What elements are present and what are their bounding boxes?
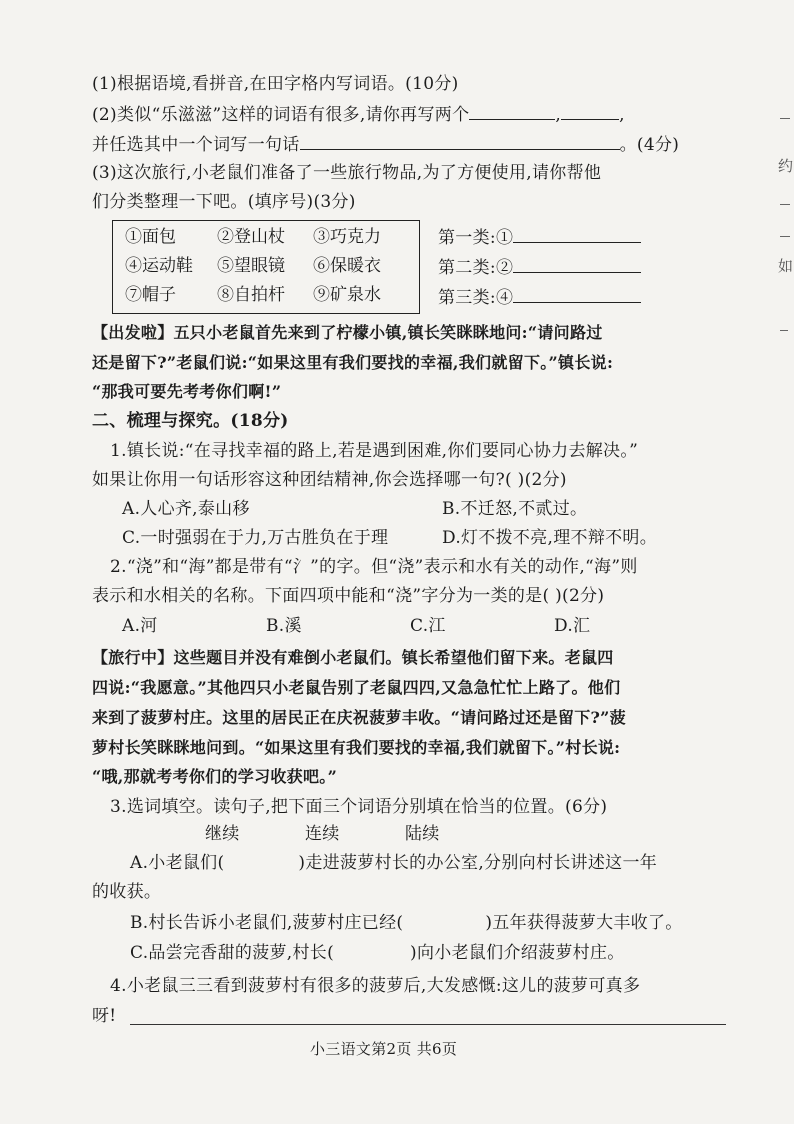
sentence-part: B.村长告诉小老鼠们,菠萝村庄已经( [130,913,404,933]
word-choice: 陆续 [405,824,440,844]
story-2-line: 【旅行中】这些题目并没有难倒小老鼠们。镇长希望他们留下来。老鼠四 [92,648,614,667]
question-2-3-a-cont: 的收获。 [92,882,162,902]
sentence-part: )五年获得菠萝大丰收了。 [485,913,683,933]
question-2-3-b [130,912,683,934]
option[interactable]: A.人心齐,泰山移 [122,499,250,519]
score-label: 。(4分) [619,135,680,155]
question-2-3: 3.选词填空。读句子,把下面三个词语分别填在恰当的位置。(6分) [110,797,608,817]
story-1-line: 还是留下?”老鼠们说:“如果这里有我们要找的幸福,我们就留下。”镇长说: [92,353,614,372]
question-1-3: (3)这次旅行,小老鼠们准备了一些旅行物品,为了方便使用,请你帮他 [92,163,602,183]
answer-blank[interactable] [513,226,641,243]
item: ④运动鞋 [125,256,193,276]
items-box [112,220,420,314]
option[interactable]: D.汇 [554,616,591,636]
item: ②登山杖 [217,227,285,247]
question-2-2-cont: 表示和水相关的名称。下面四项中能和“浇”字分为一类的是( )(2分) [92,586,605,606]
sentence-part: A.小老鼠们( [130,853,225,873]
margin-char: 约 [778,157,794,175]
story-2-line: “哦,那就考考你们的学习收获吧。” [92,767,338,786]
question-2-3-c [130,942,625,964]
story-1-line: 【出发啦】五只小老鼠首先来到了柠檬小镇,镇长笑眯眯地问:“请问路过 [92,323,603,342]
section-2-title: 二、梳理与探究。(18分) [92,411,289,431]
item: ⑤望眼镜 [217,256,285,276]
story-2-line: 萝村长笑眯眯地问到。“如果这里有我们要找的幸福,我们就留下。”村长说: [92,738,621,757]
sentence-part: C.品尝完香甜的菠萝,村长( [130,943,335,963]
question-1-2-sentence [92,133,679,156]
item: ①面包 [125,227,176,247]
answer-blank[interactable] [513,286,641,303]
question-2-4-end: 呀! [92,1006,117,1026]
answer-blank[interactable] [469,103,555,120]
question-2-4: 4.小老鼠三三看到菠萝村有很多的菠萝后,大发感慨:这儿的菠萝可真多 [110,976,641,996]
question-2-1: 1.镇长说:“在寻找幸福的路上,若是遇到困难,你们要同心协力去解决。” [110,441,639,461]
option[interactable]: B.溪 [266,616,302,636]
category-label: 第一类: [438,228,496,248]
margin-char: 如 [778,257,794,275]
margin-dash [780,118,790,119]
question-2-1-cont: 如果让你用一句话形容这种团结精神,你会选择哪一句?( )(2分) [92,470,567,490]
page-footer: 小三语文第2页 共6页 [310,1040,458,1058]
question-2-3-a [130,852,657,874]
word-choice: 连续 [305,824,340,844]
question-1-2: (2)类似“乐滋滋”这样的词语有很多,请你再写两个 , , [92,105,625,125]
question-1-2-sentence-text: 并任选其中一个词写一句话 [92,135,300,155]
answer-blank[interactable] [561,103,619,120]
answer-blank[interactable] [300,133,620,150]
item: ⑧自拍杆 [217,285,285,305]
margin-dash [780,204,790,205]
option[interactable]: D.灯不拨不亮,理不辩不明。 [442,528,658,548]
question-1-1: (1)根据语境,看拼音,在田字格内写词语。(10分) [92,74,459,94]
category-start: ④ [495,288,514,308]
answer-line[interactable] [130,1024,726,1025]
category-label: 第二类: [438,258,496,278]
margin-dash [780,330,788,331]
category-3 [438,286,641,309]
story-2-line: 来到了菠萝村庄。这里的居民正在庆祝菠萝丰收。“请问路过还是留下?”菠 [92,708,626,727]
item: ⑥保暖衣 [313,256,381,276]
category-label: 第三类: [438,288,496,308]
margin-dash [780,236,790,237]
word-choice: 继续 [205,824,240,844]
sentence-part: )走进菠萝村长的办公室,分别向村长讲述这一年 [298,853,658,873]
item: ⑦帽子 [125,285,176,305]
story-1-line: “那我可要先考考你们啊!” [92,382,282,401]
item: ⑨矿泉水 [313,285,381,305]
category-start: ① [495,228,514,248]
question-2-4-cont [92,1005,116,1027]
option[interactable]: C.江 [410,616,446,636]
option[interactable]: A.河 [122,616,158,636]
category-2 [438,256,641,279]
item: ③巧克力 [313,227,381,247]
question-2-2: 2.“浇”和“海”都是带有“氵”的字。但“浇”表示和水有关的动作,“海”则 [110,557,638,577]
question-1-3-cont: 们分类整理一下吧。(填序号)(3分) [92,192,356,212]
option[interactable]: B.不迁怒,不贰过。 [442,499,588,519]
option[interactable]: C.一时强弱在于力,万古胜负在于理 [122,528,389,548]
answer-blank[interactable] [513,256,641,273]
story-2-line: 四说:“我愿意。”其他四只小老鼠告别了老鼠四四,又急急忙忙上路了。他们 [92,678,621,697]
sentence-part: )向小老鼠们介绍菠萝村庄。 [410,943,625,963]
category-1 [438,226,641,249]
category-start: ② [495,258,514,278]
question-1-2-text: (2)类似“乐滋滋”这样的词语有很多,请你再写两个 [92,105,470,125]
